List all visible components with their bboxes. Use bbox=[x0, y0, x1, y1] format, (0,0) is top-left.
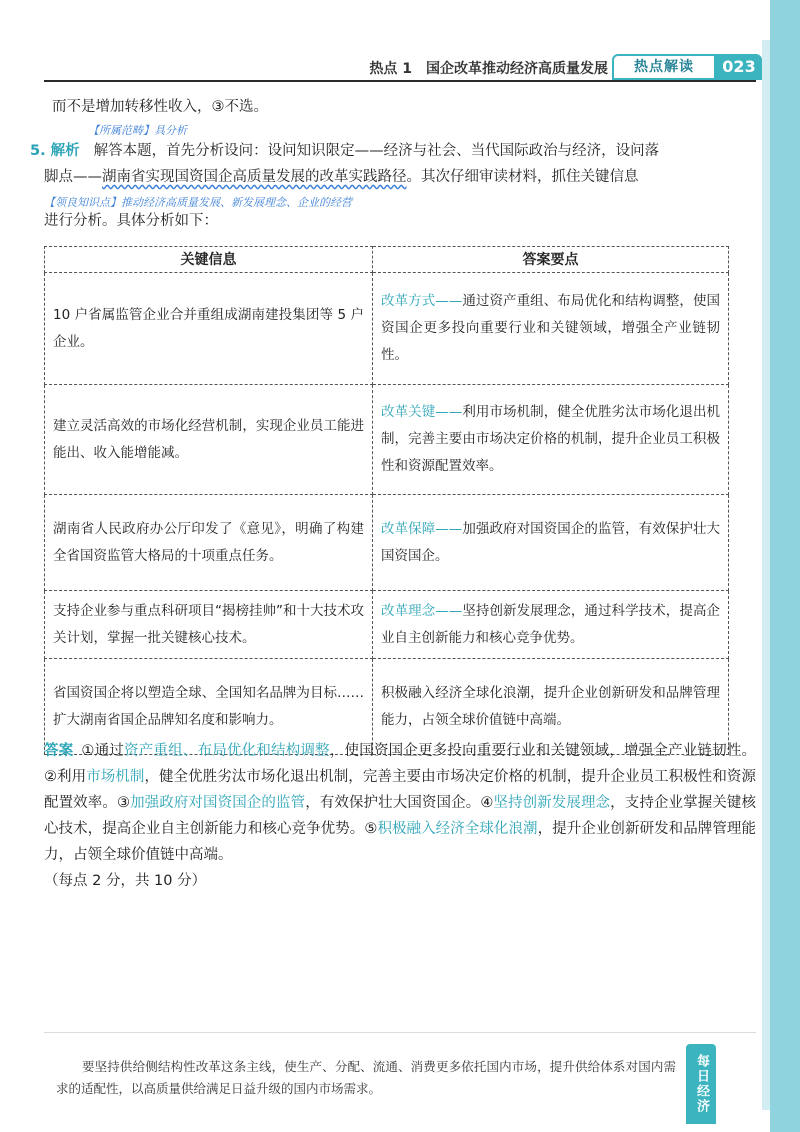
analysis-label: 5. 解析 bbox=[30, 143, 80, 159]
answer-block bbox=[44, 738, 756, 894]
reform-tag: 改革理念—— bbox=[381, 602, 463, 619]
answer-point-cell bbox=[373, 591, 729, 659]
answer-highlight-4: 坚持创新发展理念 bbox=[493, 795, 611, 811]
running-header bbox=[369, 58, 608, 78]
page-number: 023 bbox=[716, 54, 762, 80]
table-row bbox=[45, 273, 729, 385]
answer-point-2a: ②利用 bbox=[44, 769, 87, 785]
analysis-line-2 bbox=[44, 166, 744, 188]
analysis-line-3: 进行分析。具体分析如下： bbox=[44, 213, 218, 229]
table-header-row bbox=[45, 247, 729, 273]
analysis-text-2b: 。其次仔细审读材料，抓住关键信息 bbox=[406, 169, 639, 185]
answer-point-cell bbox=[373, 385, 729, 495]
answer-point-text: 加强政府对国资国企的监管，有效保护壮大国资国企。 bbox=[381, 520, 721, 564]
footer-quote: 要坚持供给侧结构性改革这条主线，使生产、分配、流通、消费更多依托国内市场，提升供给体系对国内需求的适配性，以高质量供给满足日益升级的国内市场需求。 bbox=[56, 1059, 676, 1096]
column-header-key-info: 关键信息 bbox=[45, 247, 373, 273]
key-info-cell: 省国资国企将以塑造全球、全国知名品牌为目标……扩大湖南省国企品牌知名度和影响力。 bbox=[45, 659, 373, 755]
answer-point-cell bbox=[373, 495, 729, 591]
answer-point-3b: ，有效保护壮大国资国企。 bbox=[305, 795, 481, 811]
answer-point-1a: ①通过 bbox=[81, 743, 125, 759]
answer-point-4a: ④ bbox=[480, 795, 494, 811]
column-header-answer-points: 答案要点 bbox=[373, 247, 729, 273]
answer-point-text: 积极融入经济全球化浪潮，提升企业创新研发和品牌管理能力，占领全球价值链中高端。 bbox=[381, 684, 720, 728]
table-row bbox=[45, 495, 729, 591]
chapter-title: 国企改革推动经济高质量发展 bbox=[426, 61, 608, 77]
hotspot-number: 热点 1 bbox=[369, 61, 412, 77]
key-info-cell: 10 户省属监管企业合并重组成湖南建投集团等 5 户企业。 bbox=[45, 273, 373, 385]
table-row bbox=[45, 591, 729, 659]
key-info-cell: 支持企业参与重点科研项目“揭榜挂帅”和十大技术攻关计划，掌握一批关键核心技术。 bbox=[45, 591, 373, 659]
answer-point-4b: ，支持企业掌握关键核心技术，提高企业自主创新能力和核心竞争优势。 bbox=[44, 795, 756, 837]
table-row bbox=[45, 385, 729, 495]
answer-highlight-3: 加强政府对国资国企的监管 bbox=[130, 795, 306, 811]
reform-tag: 改革保障—— bbox=[381, 520, 463, 537]
answer-highlight-5: 积极融入经济全球化浪潮 bbox=[377, 821, 538, 837]
answer-point-text: 坚持创新发展理念，通过科学技术，提高企业自主创新能力和核心竞争优势。 bbox=[381, 602, 721, 646]
handwritten-note-knowledge: 【领良知识点】推动经济高质量发展、新发展理念、企业的经营 bbox=[44, 196, 352, 209]
answer-highlight-1: 资产重组、布局优化和结构调整 bbox=[124, 743, 330, 759]
reform-tag: 改革关键—— bbox=[381, 404, 463, 420]
header-rule bbox=[44, 80, 756, 82]
intro-line: 而不是增加转移性收入，③不选。 bbox=[52, 99, 268, 115]
answer-point-1b: ，使国资国企更多投向重要行业和关键领域，增强全产业链韧性。 bbox=[329, 743, 757, 759]
analysis-table bbox=[44, 246, 729, 755]
page-edge-strip-inner bbox=[762, 40, 770, 1110]
answer-point-text: 通过资产重组、布局优化和结构调整，使国资国企更多投向重要行业和关键领域，增强全产业链韧性。 bbox=[381, 293, 721, 363]
answer-highlight-2: 市场机制 bbox=[86, 769, 145, 785]
answer-point-3a: ③ bbox=[116, 795, 131, 811]
answer-label: 答案 bbox=[44, 743, 74, 759]
answer-point-text: 利用市场机制，健全优胜劣汰市场化退出机制，完善主要由市场决定价格的机制，提升企业员工积极性和资源配置效率。 bbox=[381, 404, 721, 474]
analysis-text-2a: 脚点—— bbox=[44, 169, 102, 185]
reform-tag: 改革方式—— bbox=[381, 293, 463, 309]
answer-point-2b: ，健全优胜劣汰市场化退出机制，完善主要由市场决定价格的机制，提升企业员工积极性和资源配置效率。 bbox=[44, 769, 756, 811]
score-note: （每点 2 分，共 10 分） bbox=[44, 873, 207, 889]
key-info-cell: 湖南省人民政府办公厅印发了《意见》，明确了构建全省国资监管大格局的十项重点任务。 bbox=[45, 495, 373, 591]
question-focus-phrase: 湖南省实现国资国企高质量发展的改革实践路径 bbox=[102, 169, 407, 185]
answer-point-5b: ，提升企业创新研发和品牌管理能力，占领全球价值链中高端。 bbox=[44, 821, 756, 863]
analysis-text-1: 解答本题，首先分析设问：设问知识限定——经济与社会、当代国际政治与经济，设问落 bbox=[93, 143, 660, 159]
key-info-cell: 建立灵活高效的市场化经营机制，实现企业员工能进能出、收入能增能减。 bbox=[45, 385, 373, 495]
page-edge-strip bbox=[770, 0, 800, 1132]
section-badge: 热点解读 bbox=[612, 54, 716, 80]
handwritten-note-category: 【所属范畴】具分析 bbox=[88, 124, 187, 137]
footer-rule bbox=[44, 1032, 756, 1033]
daily-economy-badge: 每日经济 bbox=[686, 1044, 716, 1124]
answer-point-5a: ⑤ bbox=[364, 821, 378, 837]
analysis-line-1 bbox=[30, 140, 730, 162]
answer-point-cell bbox=[373, 273, 729, 385]
